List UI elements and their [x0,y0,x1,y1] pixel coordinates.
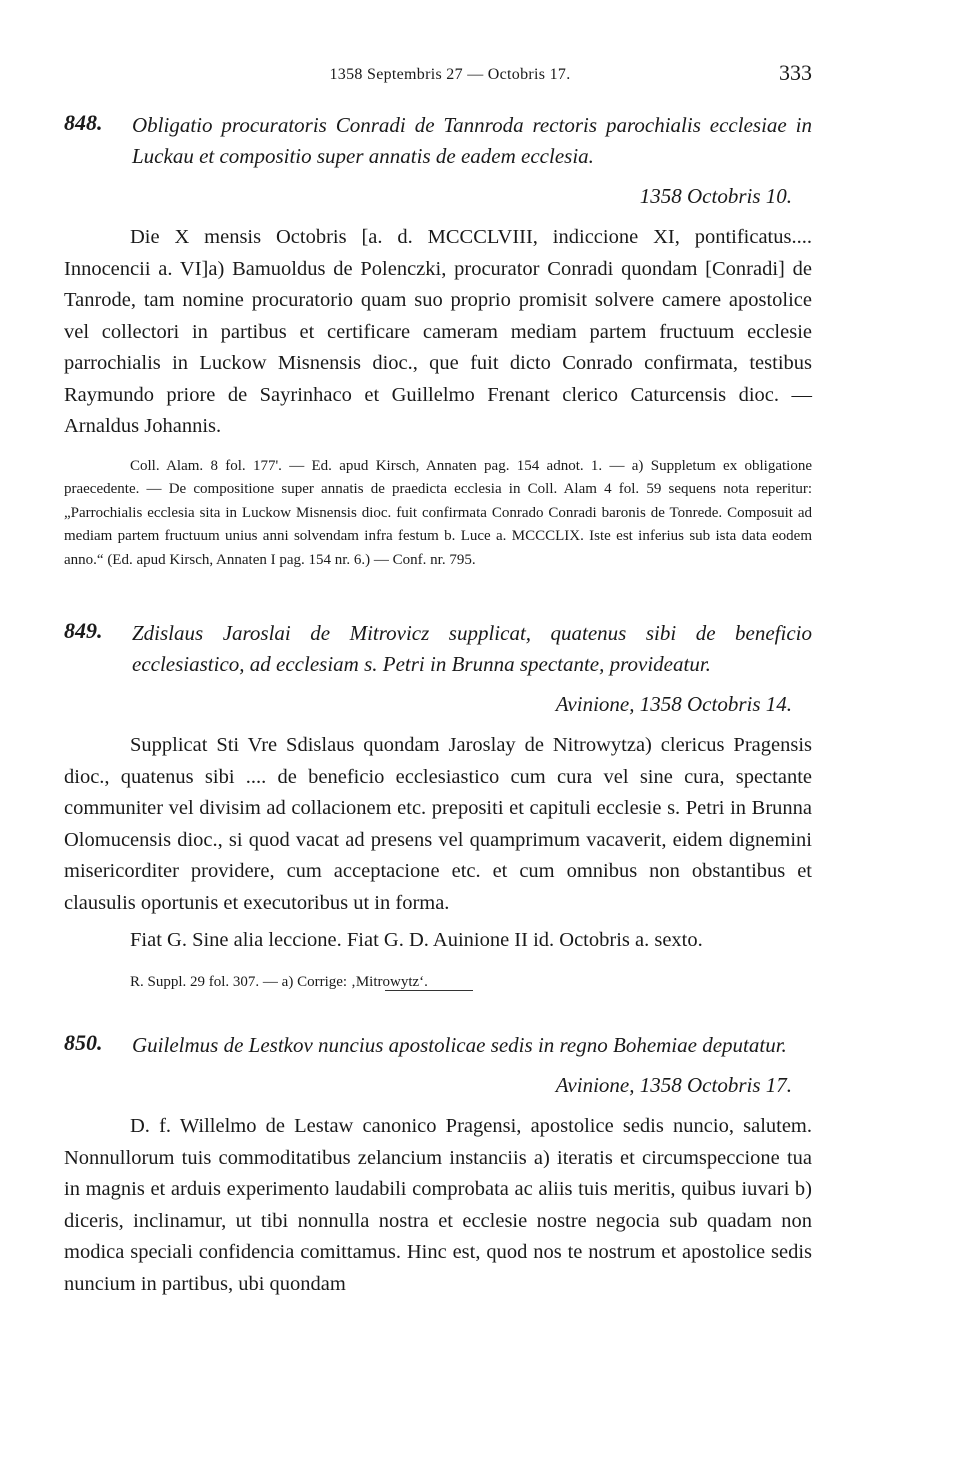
entry-date: Avinione, 1358 Octobris 14. [555,692,792,716]
entry-title: Guilelmus de Lestkov nuncius apostolicae sedis in regno Bohemiae deputatur. [132,1033,787,1057]
entry-849 [64,618,812,994]
running-head-title: 1358 Septembris 27 — Octobris 17. [329,66,571,83]
entry-number: 850. [64,1030,103,1055]
entry-body: Die X mensis Octobris [a. d. MCCCLVIII, indiccione XI, pontificatus.... Innocencii a. VI]a) Bamuoldus de Polenczki, procurator Conradi quondam [Conradi] de Tanrode, tam nomine procuratorio quam suo proprio promisit solvere camere apostolice vel collectori in partibus et certificare cameram mediam partem fructuum ecclesie parrochialis in Luckow Misnensis dioc., que fuit dicto Conrado confirmata, testibus Raymundo priore de Sayrinhaco et Guillelmo Frenant clerico Caturcensis dioc. — Arnaldus Johannis. [64,226,812,437]
page-number: 333 [779,60,812,85]
entry-body: D. f. Willelmo de Lestaw canonico Pragensi, apostolice sedis nuncio, salutem. Nonnullorum tuis commoditatibus zelancium instanciis a) iteratis et circumspeccione tua in magnis et arduis experimento laudabili comprobata ac aliis tuis meritis, quibus iuvari b) diceris, inclinamur, ut tibi nonnulla nostra et ecclesie nostre negocia sub quadam non modica speciali confidencia comittamus. Hinc est, quod nos te nostrum et apostolice sedis nuncium in partibus, ubi quondam [64,1115,812,1295]
entry-fiat: Fiat G. Sine alia leccione. Fiat G. D. Auinione II id. Octobris a. sexto. [130,929,703,951]
entry-848 [64,110,812,572]
entry-850 [64,1030,812,1300]
entry-number: 848. [64,110,103,135]
section-divider [385,990,473,991]
entry-heading [64,110,812,172]
entry-title: Obligatio procuratoris Conradi de Tannroda rectoris parochialis ecclesiae in Luckau et compositio super annatis de eadem ecclesia. [132,113,812,168]
entry-heading [64,1030,812,1061]
entry-date: 1358 Octobris 10. [639,184,792,208]
entry-date: Avinione, 1358 Octobris 17. [555,1073,792,1097]
entry-note: Coll. Alam. 8 fol. 177'. — Ed. apud Kirsch, Annaten pag. 154 adnot. 1. — a) Suppletum ex obligatione praecedente. — De compositione super annatis de praedicta ecclesia in Coll. Alam 4 fol. 59 sequens nota reperitur: „Parrochialis ecclesia sita in Luckow Misnensis dioc. fuit confirmata Conrado Conradi baronis de Tonrede. Composuit ad mediam partem fructuum unius anni solvendam infra festum b. Luce a. MCCCLIX. Iste est inferius sub ista data eodem anno.“ (Ed. apud Kirsch, Annaten I pag. 154 nr. 6.) — Conf. nr. 795. [64,457,812,568]
entry-title: Zdislaus Jaroslai de Mitrovicz supplicat, quatenus sibi de beneficio ecclesiastico, ad ecclesiam s. Petri in Brunna spectante, provideatur. [132,621,812,676]
entry-heading [64,618,812,680]
entry-body: Supplicat Sti Vre Sdislaus quondam Jaroslay de Nitrowytza) clericus Pragensis dioc., quatenus sibi .... de beneficio ecclesiastico cum cura vel sine cura, spectante communiter vel divisim ad collacionem etc. prepositi et capituli ecclesie s. Petri in Brunna Olomucensis dioc., si quod vacat ad presens vel quamprimum vacaverit, eidem dignemini misericorditer providere, cum acceptacione etc. et cum omnibus non obstantibus et clausulis oportunis et executoribus ut in forma. [64,734,812,914]
entry-number: 849. [64,618,103,643]
entry-note: R. Suppl. 29 fol. 307. — a) Corrige: ‚Mitrowytz‘. [130,973,428,990]
running-head [0,60,960,90]
